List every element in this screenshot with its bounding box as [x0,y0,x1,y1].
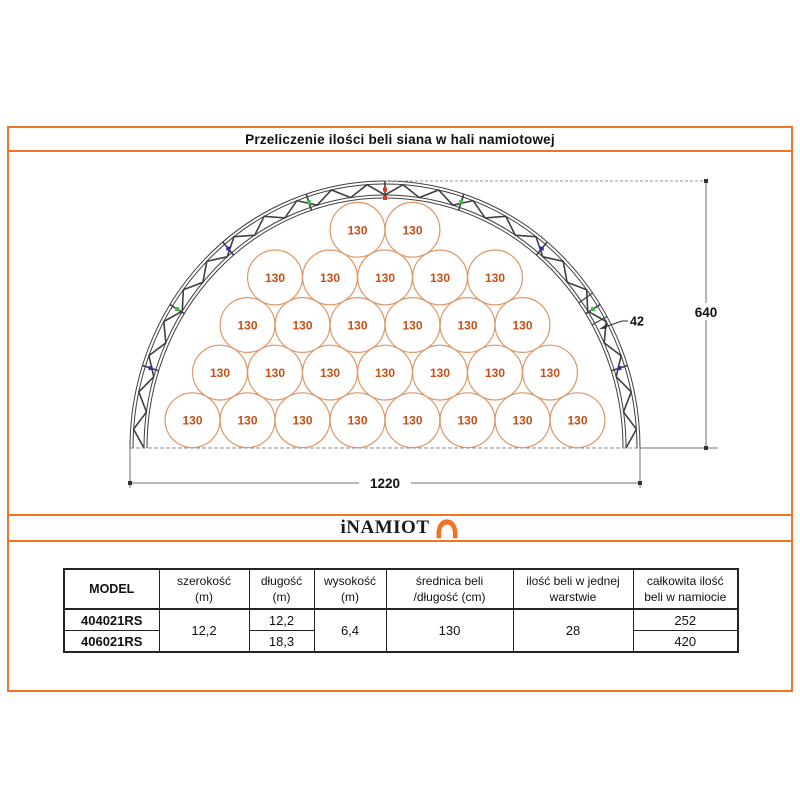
bale-diameter-label: 130 [319,366,341,381]
bale-diameter-label: 130 [347,223,368,238]
logo-bar [7,514,793,542]
joint-marker-blue-icon [226,247,230,251]
bale-diameter-label: 130 [264,270,286,285]
bale-diameter-label: 130 [429,366,451,381]
cell-total-1: 252 [633,609,738,631]
total-height-label: 640 [694,305,718,320]
arch-diagram [9,152,791,514]
cell-total-2: 420 [633,631,738,653]
col-header-width: szerokość (m) [159,569,249,609]
bale-diameter-label: 130 [347,318,368,333]
col-header-total: całkowita ilość beli w namiocie [633,569,738,609]
dim-end-marker [128,481,132,485]
bale-diameter-label: 130 [512,318,533,333]
table-panel [7,540,793,692]
col-header-height: wysokość (m) [314,569,386,609]
truss-chord [133,184,637,448]
joint-marker-blue-icon [540,247,544,251]
bale-diameter-label: 130 [347,413,368,428]
bale-diameter-label: 130 [484,270,506,285]
bale-diameter-label: 130 [292,413,313,428]
bale-diameter-label: 130 [319,270,341,285]
joint-marker-blue-icon [149,366,153,370]
page-title: Przeliczenie ilości beli siana w hali namiotowej [245,131,555,147]
tent-logo-icon [434,518,460,539]
cell-model-2: 406021RS [64,631,159,653]
bale-diameter-label: 130 [429,270,451,285]
bale-diameter-label: 130 [457,413,478,428]
bale-diameter-label: 130 [539,366,561,381]
diagram-panel [7,150,793,516]
col-header-length: długość (m) [249,569,314,609]
bale-diameter-label: 130 [374,366,396,381]
dim-end-marker [638,481,642,485]
bale-diameter-label: 130 [209,366,231,381]
bale-diameter-label: 130 [182,413,203,428]
cell-length-2: 18,3 [249,631,314,653]
bale-diameter-label: 130 [264,366,286,381]
bale-diameter-label: 130 [374,270,396,285]
bale-diameter-label: 130 [402,413,423,428]
bale-diameter-label: 130 [292,318,313,333]
bale-diameter-label: 130 [237,318,258,333]
truss-depth-hatch [579,293,593,303]
cell-length-1: 12,2 [249,609,314,631]
truss-web [134,185,637,448]
cell-per-layer: 28 [513,609,633,652]
table-row [64,609,738,631]
dim-end-marker [704,179,708,183]
dim-end-marker [704,446,708,450]
spec-table [63,568,739,653]
truss-chord [130,181,640,448]
bale-diameter-label: 130 [484,366,506,381]
joint-marker-green-icon [175,307,179,311]
cell-height: 6,4 [314,609,386,652]
joint-marker-red-icon [383,196,387,200]
bale-diameter-label: 130 [402,318,423,333]
bale-diameter-label: 130 [457,318,478,333]
bale-diameter-label: 130 [237,413,258,428]
col-header-model: MODEL [64,569,159,609]
bale-diameter-label: 130 [512,413,533,428]
bale-diameter-label: 130 [402,223,423,238]
cell-model-1: 404021RS [64,609,159,631]
cell-diameter: 130 [386,609,513,652]
brand-logo-text: iNAMIOT [340,517,430,538]
col-header-per-layer: ilość beli w jednej warstwie [513,569,633,609]
table-header-row [64,569,738,609]
base-width-label: 1220 [369,476,401,491]
col-header-diameter: średnica beli /długość (cm) [386,569,513,609]
joint-marker-green-icon [459,200,463,204]
cell-width: 12,2 [159,609,249,652]
truss-depth-label: 42 [630,314,644,329]
joint-marker-blue-icon [617,366,621,370]
bale-diameter-label: 130 [567,413,588,428]
joint-marker-red-icon [383,188,387,192]
joint-marker-green-icon [307,200,311,204]
title-bar [7,126,793,152]
joint-marker-green-icon [591,307,595,311]
